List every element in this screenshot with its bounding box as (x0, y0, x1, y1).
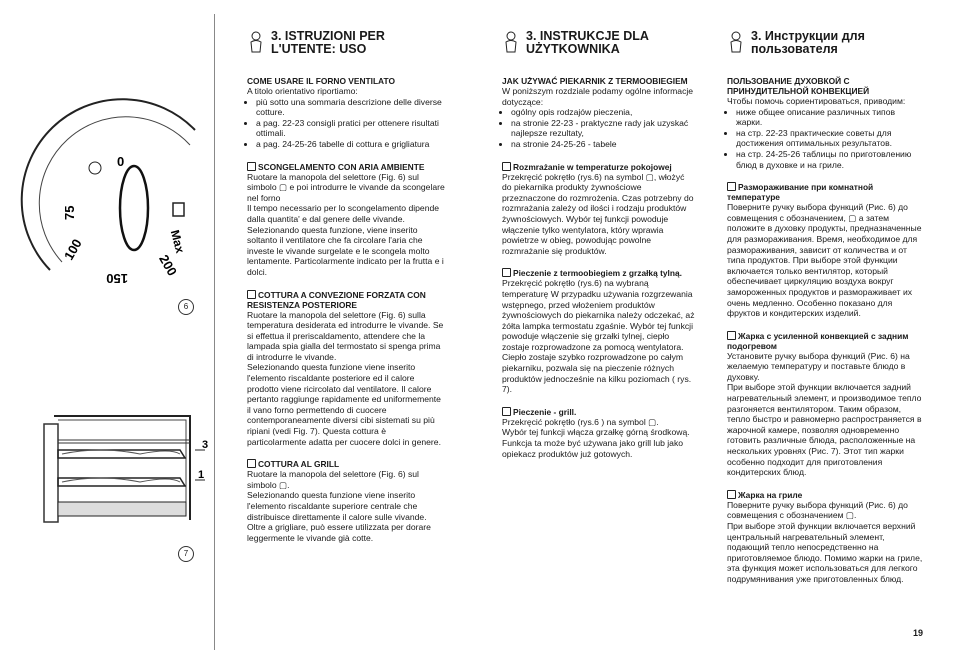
paragraph: Ruotare la manopola del selettore (Fig. 6) sul simbolo ▢. (247, 469, 419, 490)
paragraph: Поверните ручку выбора функций (Рис. 6) до совмещения с обозначением, ▢ а затем положите в духовку продукты, предназначенные для размораживания. Время, необходимое для размораживания, зависит от количества и от типа продуктов. При выборе этой функции включается только вентилятор, который обеспечивает циркуляцию воздуха вокруг замороженных продуктов и размораживает их очень медленно. Особенно показано для фруктов и кондитерских изделий. (727, 202, 922, 319)
italian-s2-heading (247, 162, 447, 172)
paragraph: При выборе этой функции включается задний нагревательный элемент, и производимое тепло разгоняется вентилятором. Таким образом, тепло быстро и равномерно распространяется в жарочной камере, позволяя одновременно готовить различные блюда, расположенные на нескольких уровнях (Рис. 7). Этот тип жарки особенно подходит для приготовления кондитерских блюд. (727, 382, 922, 478)
heading-text: Rozmrażanie w temperaturze pokojowej (513, 161, 672, 172)
heading-text: Жарка на гриле (738, 489, 803, 500)
list-item: • na stronie 22-23 - praktyczne rady jak uzyskać najlepsze rezultaty, (511, 118, 695, 139)
list-item: • na stronie 24-25-26 - tabele (511, 139, 695, 150)
polish-s1-list (502, 107, 695, 149)
russian-s1-heading: ПОЛЬЗОВАНИЕ ДУХОВКОЙ С ПРИНУДИТЕЛЬНОЙ КОНВЕКЦИЕЙ (727, 76, 870, 96)
paragraph: Przekręcić pokrętło (rys.6) na symbol ▢, włożyć do piekarnika produkty żywnościowe przeznaczone do rozmrożenia. Czas potrzebny do rozmrażania zależy od ilości i rodzaju produktów żywnościowych. Wybór tej funkcji powoduje włączenie tylko wentylatora, który wprawia powietrze w obieg, powodując powolne rozmrażanie się produktów. (502, 171, 694, 256)
heading-text: Жарка с усиленной конвекцией с задним подогревом (727, 330, 909, 351)
convection-symbol-icon (727, 331, 736, 340)
italian-s3-heading (247, 290, 447, 310)
heading-text: Pieczenie - grill. (513, 406, 577, 417)
figure-7-label: 7 (178, 546, 194, 562)
heading-text: Размораживание при комнатной температуре (727, 182, 874, 203)
polish-header (502, 30, 695, 56)
oven-interior-figure (40, 410, 212, 535)
heading-text: SCONGELAMENTO CON ARIA AMBIENTE (258, 161, 425, 172)
figure-6-label: 6 (178, 299, 194, 315)
polish-s1-heading: JAK UŻYWAĆ PIEKARNIK Z TERMOOBIEGIEM (502, 76, 688, 86)
dial-label-75: 75 (62, 205, 77, 220)
paragraph: При выборе этой функции включается верхний центральный нагревательный элемент, подающий тепло непосредственно на приготовляемое блюдо. Помимо жарки на гриле, эта функция может использоваться для легкого подрумянивания уже приготовленных блюд. (727, 521, 923, 584)
italian-column (247, 30, 447, 543)
polish-title: 3. INSTRUKCJE DLA UŻYTKOWNIKA (526, 29, 649, 56)
level-label-1: 1 (198, 469, 205, 481)
list-item: • ogólny opis rodzajów pieczenia, (511, 107, 695, 118)
paragraph: Selezionando questa funzione viene inserito l'elemento riscaldante superiore centrale che distribuisce direttamente il calore sulle vivande. Oltre a grigliare, può essere utilizzata per dorare leggermente le vivande già cotte. (247, 490, 431, 543)
paragraph: Установите ручку выбора функций (Рис. 6) на желаемую температуру и поставьте блюдо в духовку. (727, 350, 910, 382)
list-item: • a pag. 24-25-26 tabelle di cottura e grigliatura (256, 139, 447, 150)
grill-symbol-icon (173, 203, 184, 216)
paragraph: Selezionando questa funzione viene inserito l'elemento riscaldante posteriore ed il calore prodotto viene ricircolato dal ventilatore. Il calore pertanto raggiunge rapidamente ed uniformemente il vano forno permettendo di cuocere contemporaneamente diversi cibi sistemati su più ripiani (vedi Fig. 7). Questa cottura è particolarmente adatta per cuocere dolci in genere. (247, 362, 441, 447)
russian-header (727, 30, 923, 56)
chef-icon (727, 30, 745, 54)
italian-title: 3. ISTRUZIONI PER L'UTENTE: USO (271, 29, 385, 56)
polish-s4-heading (502, 407, 695, 417)
russian-s2-heading (727, 182, 923, 202)
polish-s2-heading (502, 162, 695, 172)
grill-symbol-icon (247, 459, 256, 468)
dial-label-100: 100 (60, 236, 85, 263)
list-item: • ниже общее описание различных типов жарки. (736, 107, 923, 128)
russian-title: 3. Инструкции для пользователя (751, 29, 865, 56)
paragraph: Поверните ручку выбора функций (Рис. 6) до совмещения с обозначением ▢. (727, 499, 908, 521)
paragraph: Przekręcić pokrętło (rys.6) na wybraną temperaturę W przypadku używania rozgrzewania wstępnego, przed włożeniem produktów żywnościowych do piekarnika należy odczekać, aż żółta lampka termostatu zgaśnie. Wybór tej funkcji powoduje włączenie się grzałki tylnej, ciepło zostaje rozprowadzone za pomocą wentylatora. Ciepło zostaje szybko rozprowadzone po całym piekarniku, pozwala się na pieczenie różnych produktów jednocześnie na kilku poziomach ( rys. 7). (502, 278, 695, 395)
chef-icon (502, 30, 520, 54)
russian-s3-heading (727, 331, 923, 351)
dial-label-max: Max (167, 228, 188, 255)
polish-column (502, 30, 695, 459)
list-item: • на стр. 24-25-26 таблицы по приготовлению блюд в духовке и на гриле. (736, 149, 923, 170)
italian-s1-intro: A titolo orientativo riportiamo: (247, 86, 358, 96)
fan-symbol-icon (502, 162, 511, 171)
paragraph: Ruotare la manopola del selettore (Fig. 6) sul simbolo ▢ e poi introdurre le vivande da scongelare nel forno (247, 171, 445, 203)
paragraph: Przekręcić pokrętło (rys.6 ) na symbol ▢. (502, 416, 659, 427)
italian-s4-heading (247, 459, 447, 469)
selector-dial-figure (10, 90, 215, 305)
paragraph: Selezionando questa funzione, viene inserito soltanto il ventilatore che fa circolare l'aria che investe le vivande surgelate e le scongela molto lentamente. Particolarmente indicato per la frutta e i dolci. (247, 224, 444, 277)
list-item: • на стр. 22-23 практические советы для достижения оптимальных результатов. (736, 128, 923, 149)
paragraph: Il tempo necessario per lo scongelamento dipende dalla quantita' e dal genere delle vivande. (247, 203, 440, 224)
heading-text: COTTURA AL GRILL (258, 459, 340, 470)
list-item: • a pag. 22-23 consigli pratici per ottenere risultati ottimali. (256, 118, 447, 139)
heading-text: COTTURA A CONVEZIONE FORZATA CON RESISTENZA POSTERIORE (247, 289, 426, 310)
russian-s4-heading (727, 490, 923, 500)
grill-symbol-icon (502, 407, 511, 416)
level-label-3: 3 (202, 439, 209, 451)
italian-s1-list (247, 97, 447, 150)
fan-symbol-icon (727, 182, 736, 191)
dial-label-150: 150 (106, 271, 128, 286)
russian-s1-intro: Чтобы помочь сориентироваться, приводим: (727, 96, 906, 106)
dial-label-0: 0 (117, 154, 125, 169)
italian-s1-heading: COME USARE IL FORNO VENTILATO (247, 76, 395, 86)
paragraph: Funkcja ta może być używana jako grill lub jako opiekacz produktów już gotowych. (502, 438, 684, 459)
fan-symbol-icon (247, 162, 256, 171)
italian-header (247, 30, 447, 56)
paragraph: Ruotare la manopola del selettore (Fig. 6) sulla temperatura desiderata ed introdurre le vivande. Se si effettua il preriscaldamento, attendere che la lampada spia gialla del termostato si spenga prima di introdurre le vivande. (247, 309, 444, 362)
polish-s3-heading (502, 268, 695, 278)
chef-icon (247, 30, 265, 54)
russian-s1-list (727, 107, 923, 171)
page-number: 19 (913, 628, 924, 638)
polish-s1-intro: W poniższym rozdziale podamy ogólne informacje dotyczące: (502, 86, 694, 107)
convection-symbol-icon (502, 268, 511, 277)
grill-symbol-icon (727, 490, 736, 499)
dial-label-200: 200 (156, 252, 181, 279)
heading-text: Pieczenie z termoobiegiem z grzałką tylną. (513, 268, 682, 279)
russian-column (727, 30, 923, 585)
convection-symbol-icon (247, 290, 256, 299)
paragraph: Wybór tej funkcji włącza grzałkę górną środkową. (502, 427, 690, 438)
fan-symbol-icon (89, 162, 101, 174)
list-item: • più sotto una sommaria descrizione delle diverse cotture. (256, 97, 447, 118)
